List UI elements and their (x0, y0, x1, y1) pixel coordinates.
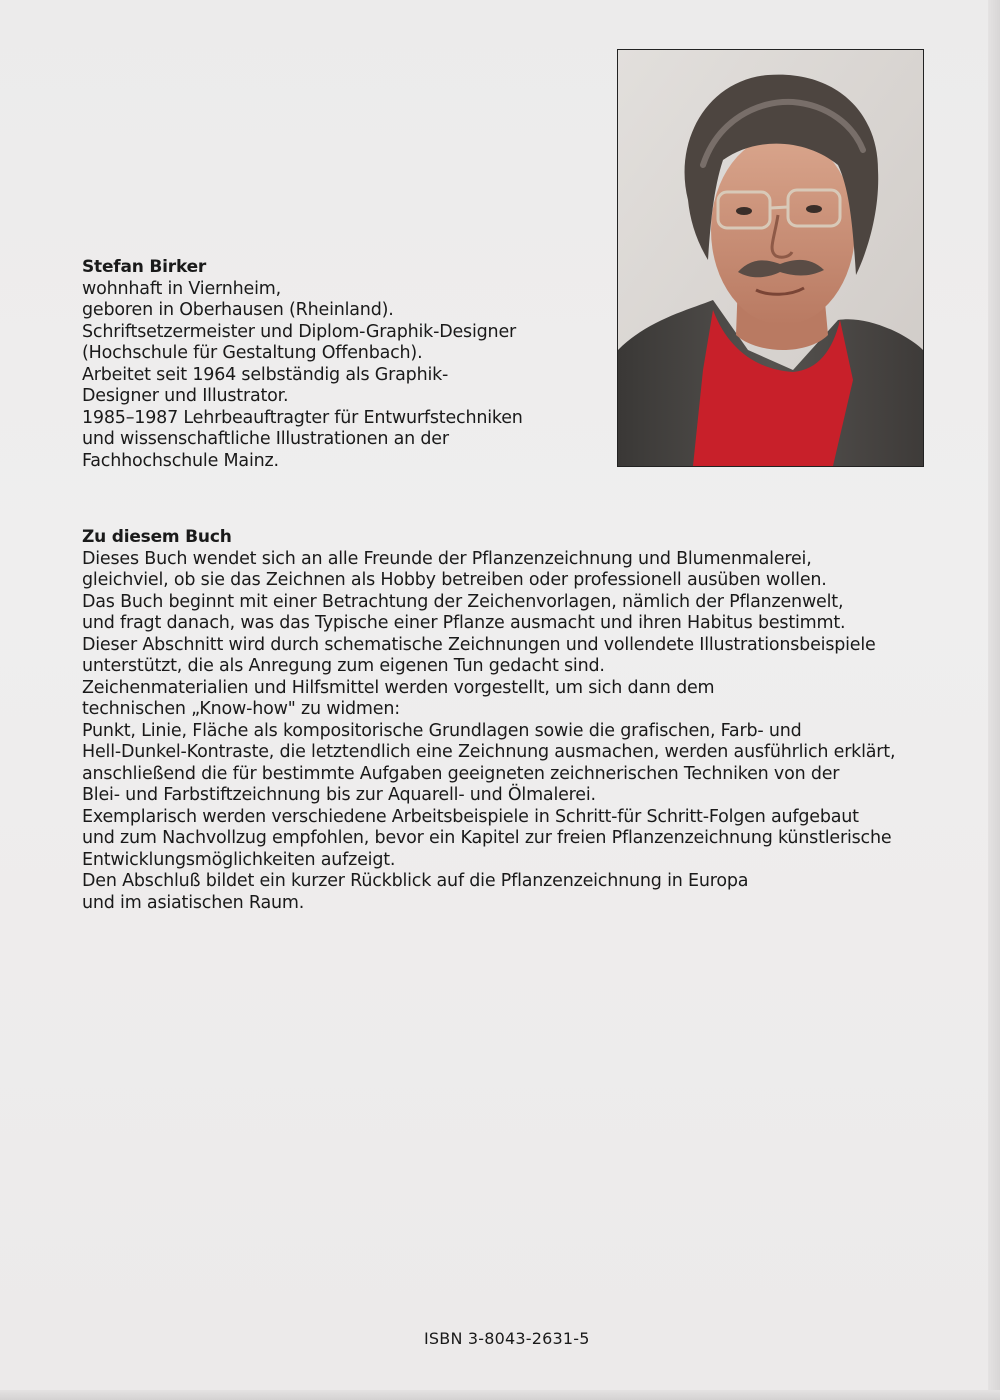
right-eye (806, 205, 822, 213)
author-portrait (617, 49, 924, 467)
author-name: Stefan Birker (82, 257, 207, 277)
book-line: unterstützt, die als Anregung zum eigenen Tun gedacht sind. (82, 656, 605, 676)
book-line: Das Buch beginnt mit einer Betrachtung der Zeichenvorlagen, nämlich der Pflanzenwelt, (82, 591, 844, 612)
book-line: und fragt danach, was das Typische einer Pflanze ausmacht und ihren Habitus bestimmt. (82, 613, 846, 633)
author-description (82, 279, 552, 473)
book-line: und im asiatischen Raum. (82, 892, 305, 913)
book-line: Punkt, Linie, Fläche als kompositorische Grundlagen sowie die grafischen, Farb- und (82, 720, 802, 741)
author-line: Fachhochschule Mainz. (82, 450, 279, 471)
book-line: Dieses Buch wendet sich an alle Freunde der Pflanzenzeichnung und Blumenmalerei, (82, 548, 812, 569)
cover-edge-bottom (0, 1390, 1000, 1400)
book-text (82, 549, 942, 915)
author-line: (Hochschule für Gestaltung Offenbach). (82, 343, 423, 363)
book-line: anschließend die für bestimmte Aufgaben geeigneten zeichnerischen Techniken von der (82, 763, 840, 784)
author-line: und wissenschaftliche Illustrationen an der (82, 429, 449, 449)
cover-edge-right (988, 0, 1000, 1400)
book-heading: Zu diesem Buch (82, 527, 232, 547)
book-description (82, 527, 942, 914)
author-line: Schriftsetzermeister und Diplom-Graphik-Designer (82, 321, 517, 342)
glasses-bridge (770, 207, 788, 208)
book-line: technischen „Know-how" zu widmen: (82, 699, 400, 719)
author-line: 1985–1987 Lehrbeauftragter für Entwurfstechniken (82, 407, 523, 428)
book-line: Zeichenmaterialien und Hilfsmittel werden vorgestellt, um sich dann dem (82, 677, 715, 698)
book-line: und zum Nachvollzug empfohlen, bevor ein Kapitel zur freien Pflanzenzeichnung künstlerische (82, 828, 892, 848)
book-line: Hell-Dunkel-Kontraste, die letztendlich eine Zeichnung ausmachen, werden ausführlich erklärt, (82, 742, 896, 762)
author-line: geboren in Oberhausen (Rheinland). (82, 300, 394, 320)
book-line: Blei- und Farbstiftzeichnung bis zur Aquarell- und Ölmalerei. (82, 785, 596, 805)
portrait-illustration (618, 50, 923, 466)
book-line: Entwicklungsmöglichkeiten aufzeigt. (82, 849, 396, 870)
book-line: gleichviel, ob sie das Zeichnen als Hobby betreiben oder professionell ausüben wollen. (82, 570, 827, 590)
left-eye (736, 207, 752, 215)
face-shape (711, 135, 855, 325)
author-line: Arbeitet seit 1964 selbständig als Graphik- (82, 364, 449, 385)
author-line: Designer und Illustrator. (82, 386, 289, 406)
book-line: Exemplarisch werden verschiedene Arbeitsbeispiele in Schritt-für Schritt-Folgen aufgebaut (82, 806, 859, 827)
author-bio (82, 257, 552, 472)
book-line: Den Abschluß bildet ein kurzer Rückblick auf die Pflanzenzeichnung in Europa (82, 871, 749, 891)
author-line: wohnhaft in Viernheim, (82, 278, 281, 299)
isbn-number: ISBN 3-8043-2631-5 (424, 1329, 590, 1348)
book-line: Dieser Abschnitt wird durch schematische Zeichnungen und vollendete Illustrationsbeispiele (82, 634, 876, 655)
